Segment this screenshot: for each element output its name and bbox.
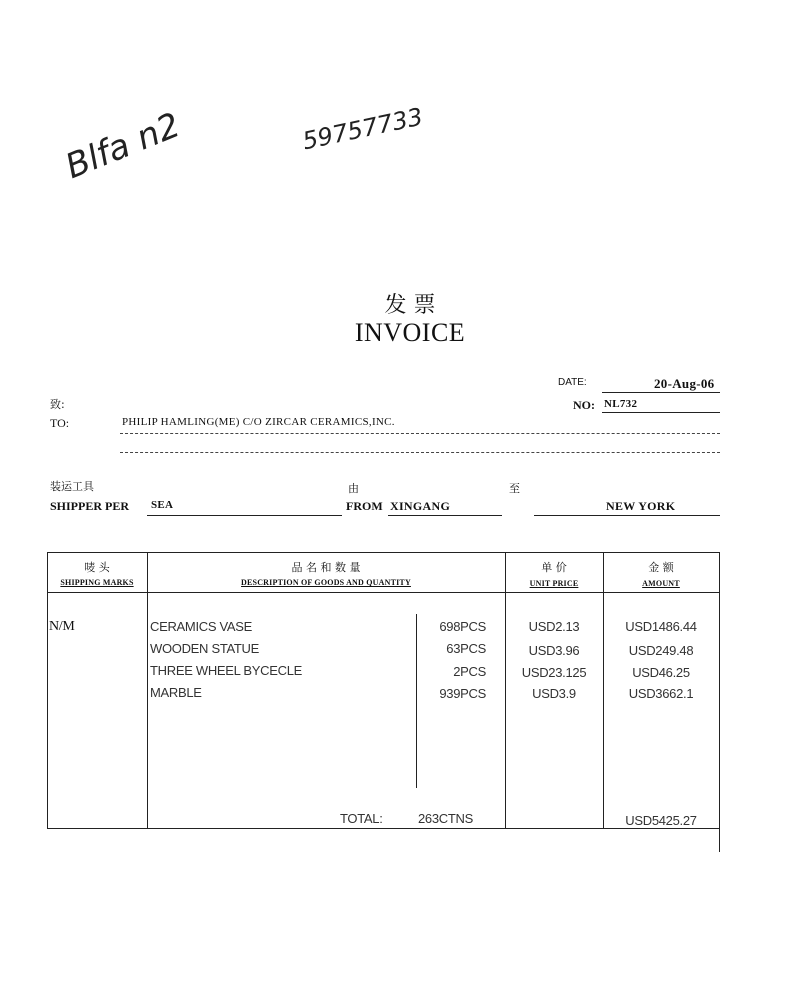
invoice-no-label: NO: [573,398,595,412]
row-quantity: 939PCS [439,686,486,701]
row-quantity: 63PCS [446,641,486,656]
to-underline-2 [120,452,720,453]
row-description: CERAMICS VASE [150,619,253,634]
destination-value: NEW YORK [606,499,676,513]
shipper-value: SEA [151,499,174,511]
table-bottom-border [47,828,719,829]
quantity-divider [416,614,417,788]
header-desc-en: DESCRIPTION OF GOODS AND QUANTITY [241,578,411,587]
row-unit-price: USD2.13 [528,619,580,634]
invoice-no-value: NL732 [604,398,638,410]
title-english: INVOICE [354,318,466,347]
row-amount: USD1486.44 [625,619,697,634]
row-amount: USD46.25 [632,665,690,680]
header-desc-cn: 品 名 和 数 量 [291,561,361,574]
invoice-no-underline [602,412,720,413]
destination-chinese-label: 至 [509,482,520,495]
shipper-underline [147,515,342,516]
shipping-mark: N/M [49,619,75,634]
header-amount-en: AMOUNT [642,579,680,588]
from-label: FROM [346,499,383,513]
row-description: MARBLE [150,685,202,700]
shipper-chinese-label: 装运工具 [50,480,94,493]
header-marks-en: SHIPPING MARKS [60,578,134,587]
header-marks-cn: 唛 头 [84,561,110,574]
shipper-label: SHIPPER PER [50,499,130,513]
from-underline [388,515,502,516]
destination-underline [534,515,720,516]
to-underline-1 [120,433,720,434]
table-divider-1 [147,552,148,828]
header-price-cn: 单 价 [541,561,567,574]
from-value: XINGANG [390,499,451,513]
row-description: THREE WHEEL BYCECLE [150,663,303,678]
to-label: TO: [50,416,70,430]
handwritten-note-left: Blfa n2 [60,105,186,188]
row-quantity: 698PCS [439,619,486,634]
total-amount: USD5425.27 [625,813,697,828]
date-underline [602,392,720,393]
date-label: DATE: [558,377,587,388]
to-value: PHILIP HAMLING(ME) C/O ZIRCAR CERAMICS,INC. [122,416,395,428]
to-chinese-label: 致: [50,398,65,411]
row-unit-price: USD3.96 [528,643,580,658]
row-amount: USD249.48 [628,643,694,658]
row-unit-price: USD23.125 [521,665,587,680]
total-quantity: 263CTNS [418,811,473,826]
header-amount-cn: 金 额 [648,561,674,574]
row-amount: USD3662.1 [628,686,694,701]
row-description: WOODEN STATUE [150,641,260,656]
handwritten-note-right: 59757733 [300,102,426,156]
header-price-en: UNIT PRICE [529,579,579,588]
row-unit-price: USD3.9 [532,686,576,701]
total-label: TOTAL: [340,811,383,826]
row-quantity: 2PCS [453,664,486,679]
table-right-border [719,552,720,852]
table-left-border [47,552,48,828]
from-chinese-label: 由 [348,482,359,495]
title-chinese: 发 票 [384,293,436,318]
date-value: 20-Aug-06 [654,376,715,391]
